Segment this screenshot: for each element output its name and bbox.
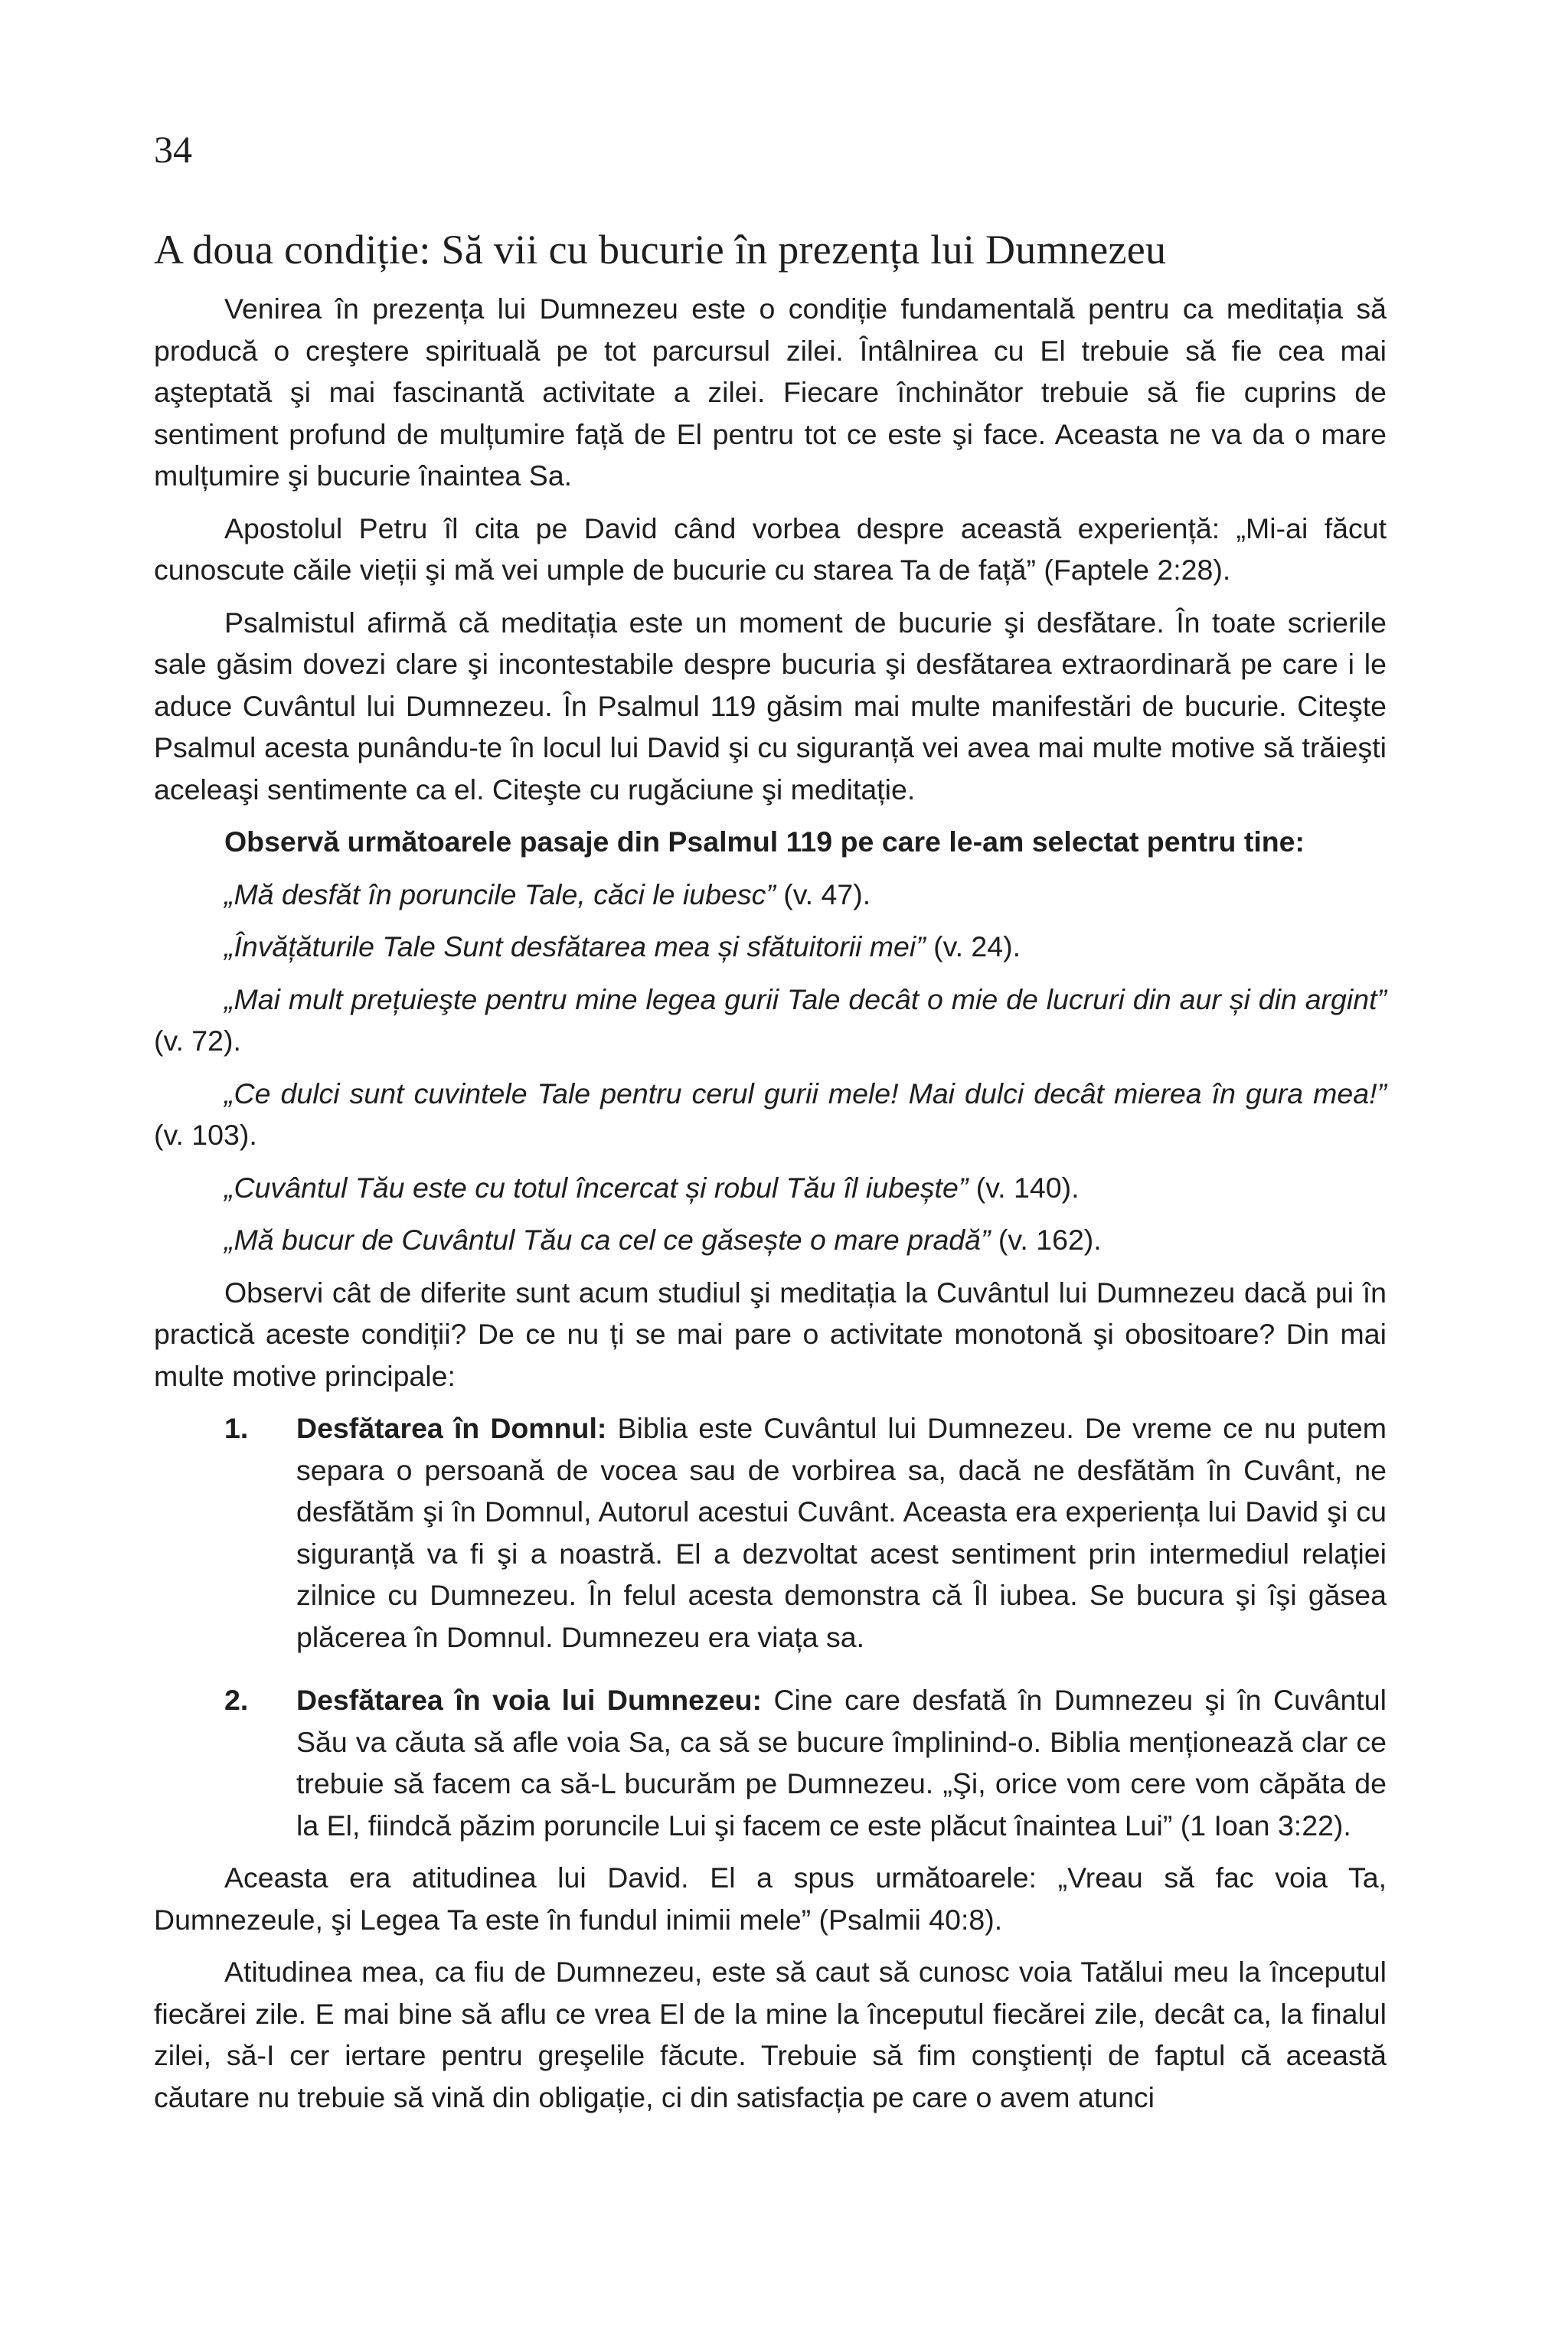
paragraph-intro: Venirea în prezența lui Dumnezeu este o condiție fundamentală pentru ca meditația să producă o creştere spirituală pe tot parcursul zilei. Întâlnirea cu El trebuie să fie cea mai aşteptată şi mai fascinantă activitate a zilei. Fiecare închinător trebuie să fie cuprins de sentiment profund de mulțumire față de El pentru tot ce este şi face. Aceasta ne va da o mare mulțumire şi bucurie înaintea Sa.	[154, 293, 1387, 492]
quote-text: „Ce dulci sunt cuvintele Tale pentru cerul gurii mele! Mai dulci decât mierea în gura mea!”	[224, 1077, 1387, 1110]
section-heading: A doua condiție: Să vii cu bucurie în prezența lui Dumnezeu	[154, 227, 1167, 273]
list-text: Biblia este Cuvântul lui Dumnezeu. De vreme ce nu putem separa o persoană de vocea sau de vorbirea sa, dacă ne desfătăm în Cuvânt, ne desfătăm şi în Domnul, Autorul acestui Cuvânt. Aceasta era experiența lui David şi cu siguranță va fi şi a noastră. El a dezvoltat acest sentiment prin intermediul relației zilnice cu Dumnezeu. În felul acesta demonstra că Îl iubea. Se bucura şi îşi găsea plăcerea în Domnul. Dumnezeu era viața sa.	[296, 1412, 1387, 1653]
paragraph-psalmist: Psalmistul afirmă că meditația este un moment de bucurie şi desfătare. În toate scrierile sale găsim dovezi clare şi incontestabile despre bucuria şi desfătarea extraordinară pe care i le aduce Cuvântul lui Dumnezeu. În Psalmul 119 găsim mai multe manifestări de bucurie. Citeşte Psalmul acesta punându-te în locul lui David şi cu siguranță vei avea mai multe motive să trăieşti aceleaşi sentimente ca el. Citeşte cu rugăciune şi meditație.	[154, 606, 1387, 806]
quote-ref: (v. 24).	[925, 930, 1021, 963]
quote-v24	[154, 926, 1387, 968]
quote-ref: (v. 162).	[990, 1224, 1102, 1256]
quote-text: „Învățăturile Tale Sunt desfătarea mea și sfătuitorii mei”	[224, 930, 926, 963]
list-term: Desfătarea în Domnul:	[296, 1412, 607, 1444]
list-number: 1.	[224, 1412, 249, 1444]
quote-ref: (v. 47).	[775, 878, 871, 910]
quote-v72	[154, 979, 1387, 1062]
quote-v140	[154, 1167, 1387, 1209]
quote-ref: (v. 72).	[154, 1025, 241, 1057]
paragraph-observe: Observă următoarele pasaje din Psalmul 119 pe care le-am selectat pentru tine:	[224, 825, 1305, 858]
quote-v103	[154, 1073, 1387, 1156]
paragraph-my-attitude: Atitudinea mea, ca fiu de Dumnezeu, este să caut să cunosc voia Tatălui meu la începutul fiecărei zile. E mai bine să aflu ce vrea El de la mine la începutul fiecărei zile, decât ca, la finalul zilei, să-I cer iertare pentru greşelile făcute. Trebuie să fim conştienți de faptul că această căutare nu trebuie să vină din obligație, ci din satisfacția pe care o avem atunci	[154, 1956, 1387, 2113]
reasons-list	[154, 1407, 1387, 1846]
paragraph-david-attitude: Aceasta era atitudinea lui David. El a spus următoarele: „Vreau să fac voia Ta, Dumnezeule, şi Legea Ta este în fundul inimii mele” (Psalmii 40:8).	[154, 1861, 1387, 1936]
list-item	[154, 1679, 1387, 1846]
quote-v47	[154, 874, 1387, 916]
paragraph-observe-difference: Observi cât de diferite sunt acum studiul şi meditația la Cuvântul lui Dumnezeu dacă pui în practică aceste condiții? De ce nu ți se mai pare o activitate monotonă şi obositoare? Din mai multe motive principale:	[154, 1276, 1387, 1392]
list-term: Desfătarea în voia lui Dumnezeu:	[296, 1684, 762, 1716]
page-number: 34	[154, 128, 192, 171]
quote-text: „Mai mult prețuieşte pentru mine legea gurii Tale decât o mie de lucruri din aur și din argint”	[224, 982, 1387, 1015]
list-item	[154, 1407, 1387, 1658]
quote-ref: (v. 140).	[968, 1171, 1080, 1204]
quote-ref: (v. 103).	[154, 1119, 257, 1151]
quote-text: „Mă bucur de Cuvântul Tău ca cel ce găsește o mare pradă”	[224, 1224, 991, 1256]
quote-v162	[154, 1219, 1387, 1261]
page-content	[154, 224, 1387, 2118]
list-number: 2.	[224, 1684, 249, 1716]
paragraph-peter: Apostolul Petru îl cita pe David când vorbea despre această experiență: „Mi-ai făcut cunoscute căile vieții şi mă vei umple de bucurie cu starea Ta de față” (Faptele 2:28).	[154, 511, 1387, 586]
quote-text: „Cuvântul Tău este cu totul încercat și robul Tău îl iubește”	[224, 1171, 969, 1204]
list-text: Cine care desfată în Dumnezeu şi în Cuvântul Său va căuta să afle voia Sa, ca să se bucure împlinind-o. Biblia menționează clar ce trebuie să facem ca să-L bucurăm pe Dumnezeu. „Şi, orice vom cere vom căpăta de la El, fiindcă păzim poruncile Lui şi facem ce este plăcut înaintea Lui” (1 Ioan 3:22).	[296, 1684, 1387, 1842]
quote-text: „Mă desfăt în poruncile Tale, căci le iubesc”	[224, 878, 776, 910]
